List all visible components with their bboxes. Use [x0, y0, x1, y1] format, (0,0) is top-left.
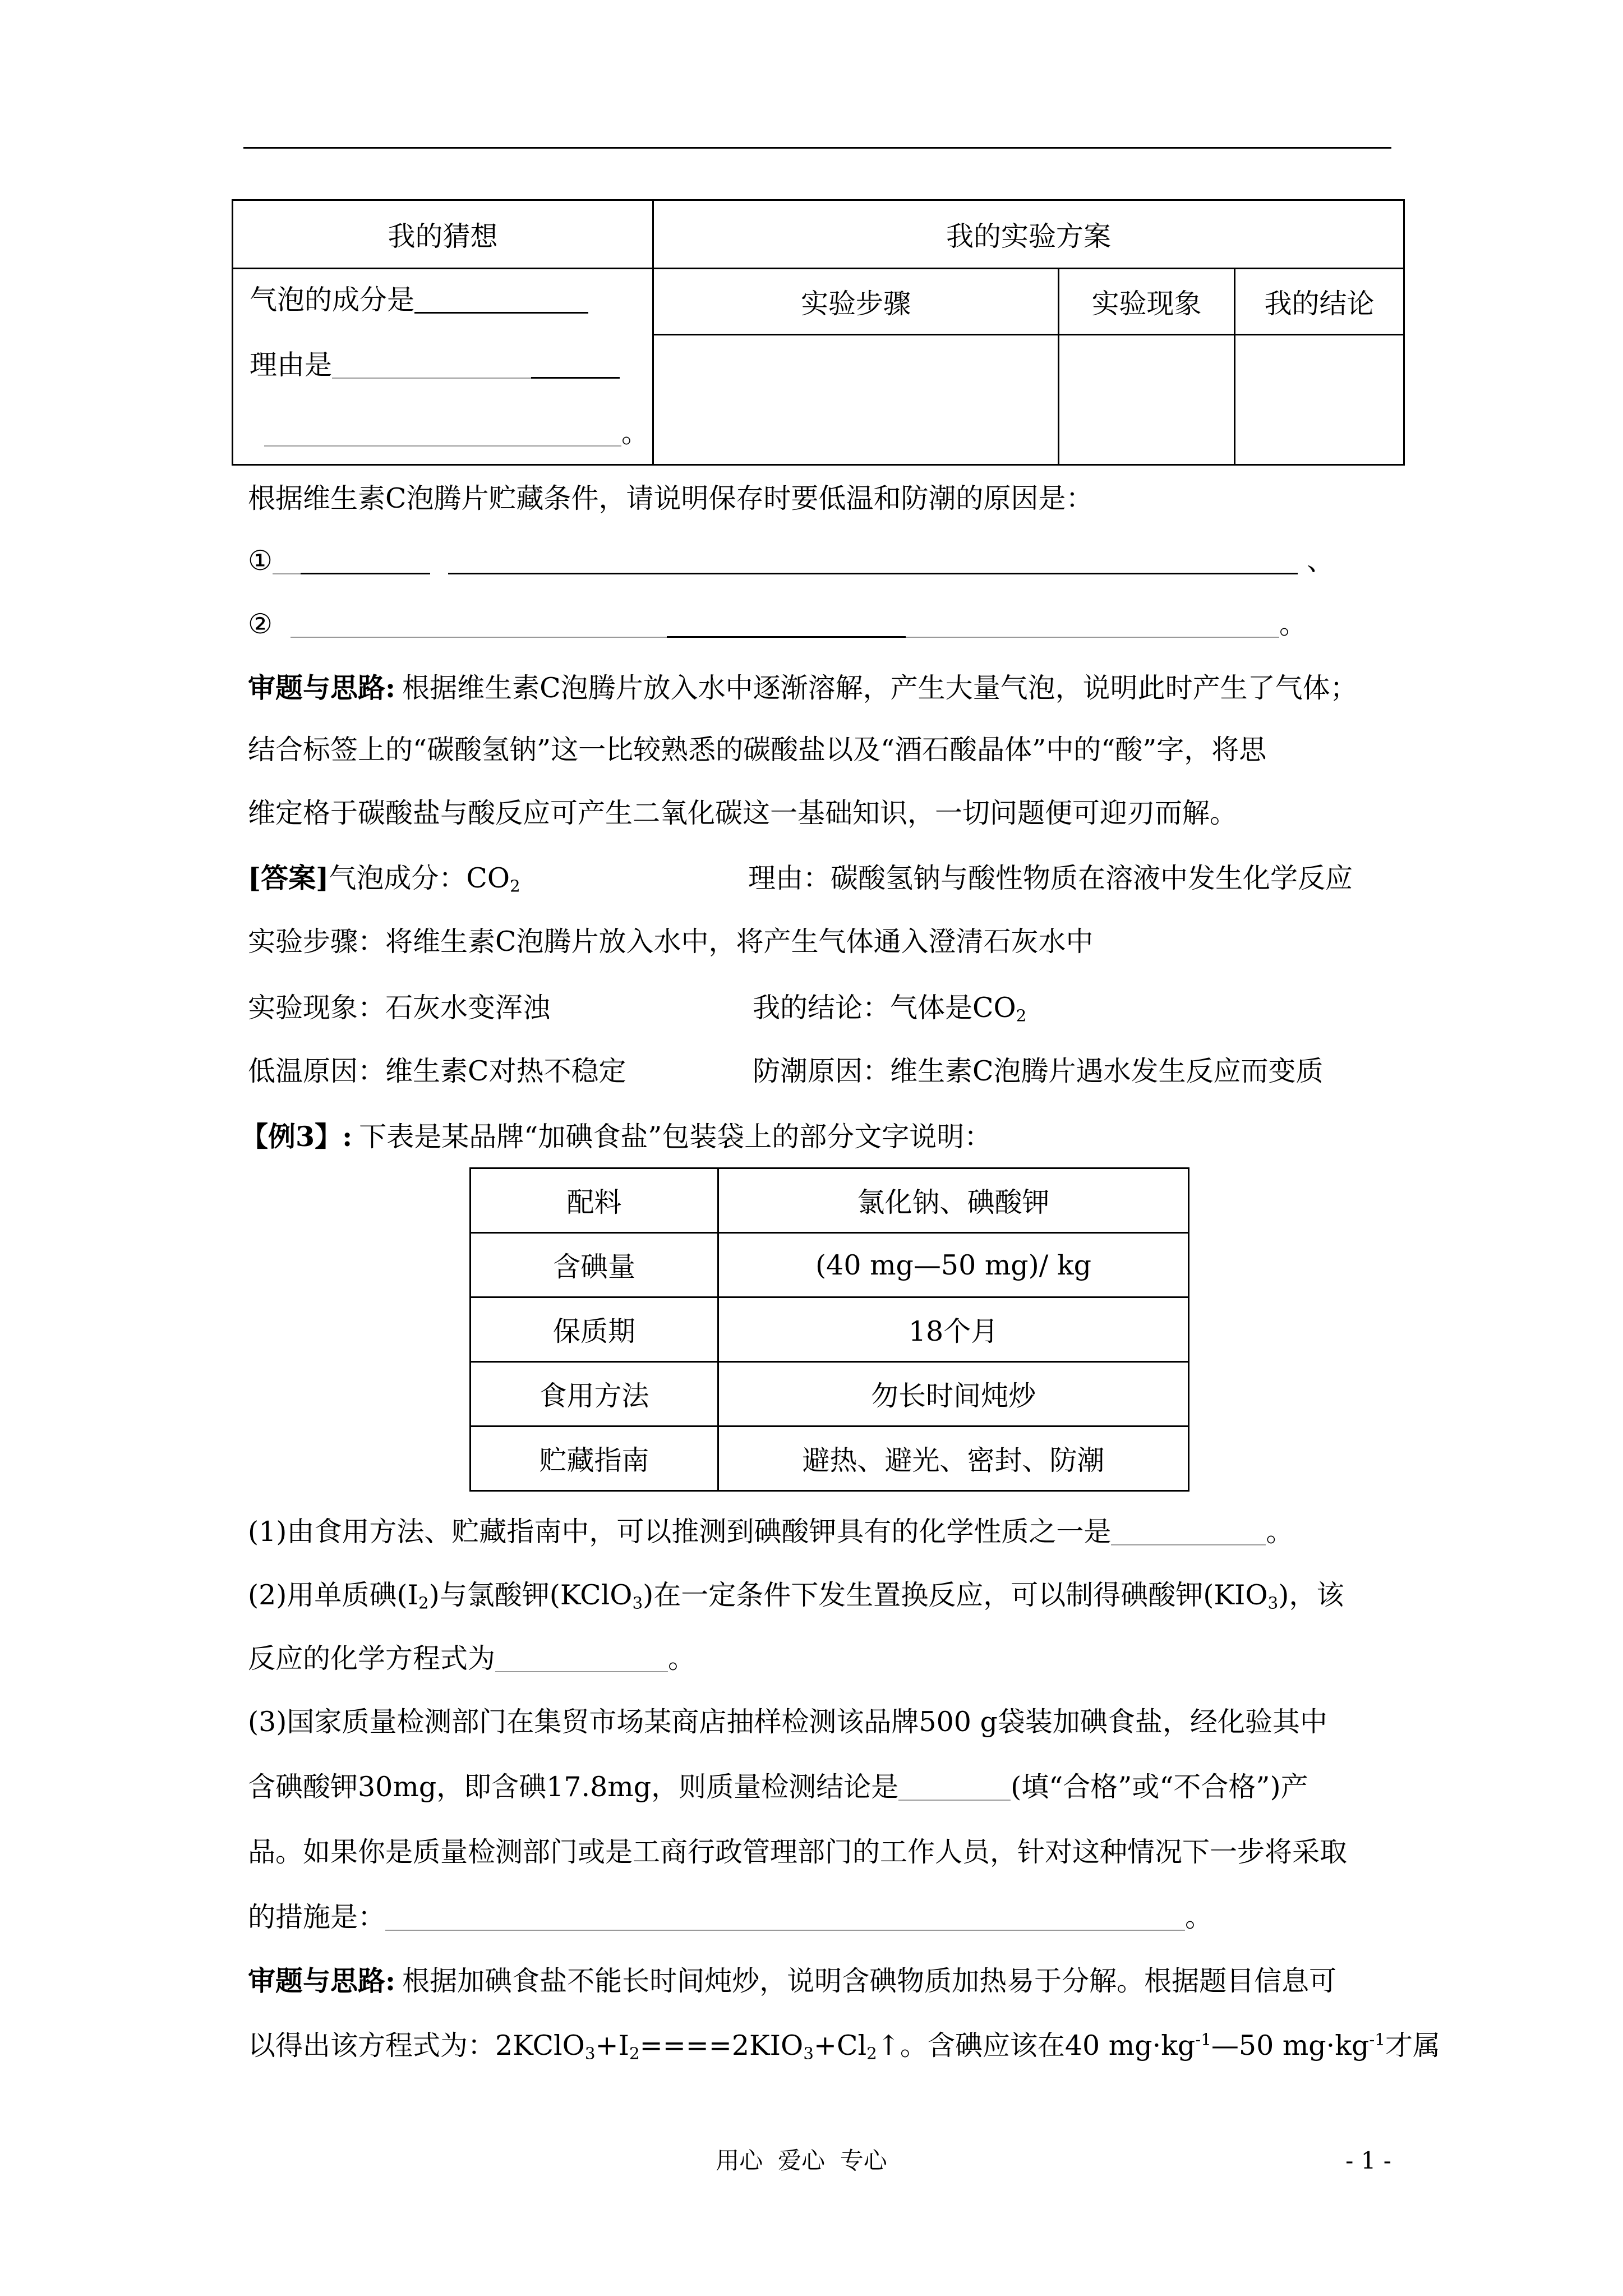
answer-blank: [495, 1671, 668, 1672]
item-marker-1: ①: [248, 545, 273, 577]
analysis-label: 审题与思路:: [248, 671, 396, 704]
analysis-text: ↑。含碘应该在40 mg·kg: [877, 2030, 1196, 2062]
answer-low-temp: 低温原因：维生素C对热不稳定: [248, 1055, 626, 1087]
analysis-text: 才属: [1385, 2030, 1440, 2062]
table-key-cell: 食用方法: [471, 1362, 718, 1427]
table-value-cell: 勿长时间炖炒: [718, 1362, 1189, 1427]
question-2-text: )在一定条件下发生置换反应，可以制得碘酸钾(KIO: [643, 1579, 1268, 1611]
question-3-text: 的措施是：: [248, 1901, 386, 1933]
column-phenomenon: 实验现象: [1059, 269, 1235, 335]
equation-text: +I: [595, 2030, 629, 2062]
guess-cell-content: [233, 269, 652, 462]
table-key-cell: 配料: [471, 1168, 718, 1233]
table-value-cell: 氯化钠、碘酸钾: [718, 1168, 1189, 1233]
answer-label: [答案]: [248, 862, 329, 894]
item-end-mark-1: 、: [1306, 545, 1334, 577]
question-2-text: 反应的化学方程式为: [248, 1642, 496, 1674]
example-3-intro-line: [241, 1105, 992, 1168]
guess-gas-label: 气泡的成分是: [250, 284, 415, 316]
footer-motto: 用心 爱心 专心: [716, 2147, 887, 2174]
answer-blank: [273, 573, 301, 574]
item-end-mark-2: 。: [1279, 608, 1307, 640]
answer-line-gas: [248, 846, 1353, 910]
header-rule: [243, 147, 1391, 149]
superscript: -1: [1195, 2030, 1211, 2049]
question-2-text: )与氯酸钾(KClO: [428, 1579, 633, 1611]
guess-end-mark: 。: [621, 417, 649, 449]
answer-blank: [531, 376, 620, 379]
subscript: 2: [629, 2044, 640, 2063]
analysis-2-line-1: [248, 1949, 1336, 2013]
question-3-text: 含碘酸钾30mg，即含碘17.8mg，则质量检测结论是: [248, 1771, 899, 1803]
table-row: [471, 1168, 1189, 1233]
answer-reason: 理由：碳酸氢钠与酸性物质在溶液中发生化学反应: [748, 862, 1353, 894]
answer-gas-block: [248, 846, 748, 910]
header-guess: 我的猜想: [233, 200, 653, 269]
storage-question-prompt: 根据维生素C泡腾片贮藏条件，请说明保存时要低温和防潮的原因是：: [248, 482, 1094, 514]
question-2-line-1: [248, 1563, 1344, 1627]
table-key-cell: 含碘量: [471, 1233, 718, 1297]
subscript: 2: [418, 1593, 429, 1613]
guess-gas-line: [250, 268, 588, 332]
item-marker-2: ②: [248, 608, 273, 640]
question-1-end: 。: [1266, 1516, 1294, 1548]
answer-blank: [1111, 1544, 1266, 1545]
guess-reason-continuation: [264, 401, 649, 465]
analysis-label: 审题与思路:: [248, 1964, 396, 1997]
phenomenon-empty-cell: [1059, 335, 1235, 465]
answer-conclusion: 我的结论：气体是CO: [753, 992, 1016, 1024]
answer-blank: [414, 311, 588, 314]
table-value-cell: 避热、避光、密封、防潮: [718, 1427, 1189, 1491]
question-2-end: 。: [668, 1642, 696, 1674]
analysis-1-line-1: [248, 656, 1358, 720]
table-row: [471, 1297, 1189, 1362]
question-3-text: (填“合格”或“不合格”)产: [1011, 1771, 1308, 1803]
analysis-text: —50 mg·kg: [1211, 2030, 1370, 2062]
question-1-text: (1)由食用方法、贮藏指南中，可以推测到碘酸钾具有的化学性质之一是: [248, 1516, 1112, 1548]
table-row: [233, 200, 1404, 269]
guess-cell: [233, 269, 653, 465]
subscript: 3: [632, 1593, 643, 1613]
table-key-cell: 保质期: [471, 1297, 718, 1362]
table-row: [471, 1233, 1189, 1297]
answer-blank: [291, 636, 667, 638]
guess-reason-label: 理由是: [250, 349, 333, 381]
subscript: 2: [510, 876, 520, 896]
conclusion-empty-cell: [1235, 335, 1404, 465]
table-key-cell: 贮藏指南: [471, 1427, 718, 1491]
equation-text: 以得出该方程式为：2KClO: [248, 2030, 585, 2062]
subscript: 3: [1267, 1593, 1279, 1613]
question-3-line-2: [248, 1755, 1308, 1819]
table-value-cell: (40 mg—50 mg)/ kg: [718, 1233, 1189, 1297]
equation-text: +Cl: [813, 2030, 867, 2062]
example-label: 【例3】:: [241, 1120, 353, 1153]
answer-blank: [385, 1929, 1185, 1931]
answer-gas: 气泡成分：CO: [329, 862, 510, 894]
analysis-text: 根据加碘食盐不能长时间炖炒，说明含碘物质加热易于分解。根据题目信息可: [402, 1965, 1337, 1997]
question-3-line-1: (3)国家质量检测部门在集贸市场某商店抽样检测该品牌500 g袋装加碘食盐，经化验其中: [248, 1706, 1327, 1738]
table-row: [471, 1362, 1189, 1427]
steps-empty-cell: [653, 335, 1059, 465]
question-2-text: (2)用单质碘(I: [248, 1579, 418, 1611]
superscript: -1: [1369, 2030, 1385, 2049]
question-2-text: )，该: [1278, 1579, 1344, 1611]
answer-line-reasons: [248, 1039, 1324, 1103]
answer-blank: [667, 636, 906, 638]
answer-blank: [906, 636, 1279, 638]
experiment-table: [232, 199, 1405, 466]
guess-reason-line: [250, 333, 620, 397]
answer-blank: [448, 572, 1298, 574]
table-value-cell: 18个月: [718, 1297, 1189, 1362]
table-row: [471, 1427, 1189, 1491]
analysis-1-line-2: 结合标签上的“碳酸氢钠”这一比较熟悉的碳酸盐以及“酒石酸晶体”中的“酸”字，将思: [248, 734, 1267, 766]
subscript: 3: [584, 2044, 596, 2063]
salt-label-table: [469, 1167, 1189, 1492]
header-plan: 我的实验方案: [653, 200, 1404, 269]
column-steps: 实验步骤: [653, 269, 1059, 335]
analysis-1-line-3: 维定格于碳酸盐与酸反应可产生二氧化碳这一基础知识，一切问题便可迎刃而解。: [248, 797, 1238, 829]
answer-phenomenon: 实验现象：石灰水变浑浊: [248, 992, 551, 1024]
answer-blank: [301, 572, 430, 574]
equation-text: ====2KIO: [639, 2030, 804, 2062]
question-1: [248, 1500, 1293, 1564]
subscript: 3: [803, 2044, 814, 2063]
column-conclusion: 我的结论: [1235, 269, 1404, 335]
page-number: - 1 -: [1345, 2147, 1391, 2174]
question-3-end: 。: [1185, 1901, 1213, 1933]
storage-answer-2: [248, 592, 1307, 656]
example-intro: 下表是某品牌“加碘食盐”包装袋上的部分文字说明：: [359, 1121, 992, 1153]
table-row: [233, 269, 1404, 335]
analysis-2-line-2: [248, 2014, 1440, 2078]
question-3-line-3: 品。如果你是质量检测部门或是工商行政管理部门的工作人员，针对这种情况下一步将采取: [248, 1836, 1348, 1868]
question-3-line-4: [248, 1885, 1212, 1949]
subscript: 2: [866, 2044, 877, 2063]
answer-blank: [898, 1799, 1011, 1801]
storage-answer-1: [248, 529, 1334, 593]
answer-blank: [264, 445, 621, 447]
subscript: 2: [1016, 1006, 1027, 1025]
answer-blank: [332, 377, 531, 379]
question-2-line-2: [248, 1627, 695, 1691]
answer-moisture: 防潮原因：维生素C泡腾片遇水发生反应而变质: [753, 1055, 1324, 1087]
answer-steps: 实验步骤：将维生素C泡腾片放入水中，将产生气体通入澄清石灰水中: [248, 926, 1094, 958]
analysis-text: 根据维生素C泡腾片放入水中逐渐溶解，产生大量气泡，说明此时产生了气体；: [402, 672, 1358, 704]
answer-line-phenomenon: [248, 976, 1026, 1040]
